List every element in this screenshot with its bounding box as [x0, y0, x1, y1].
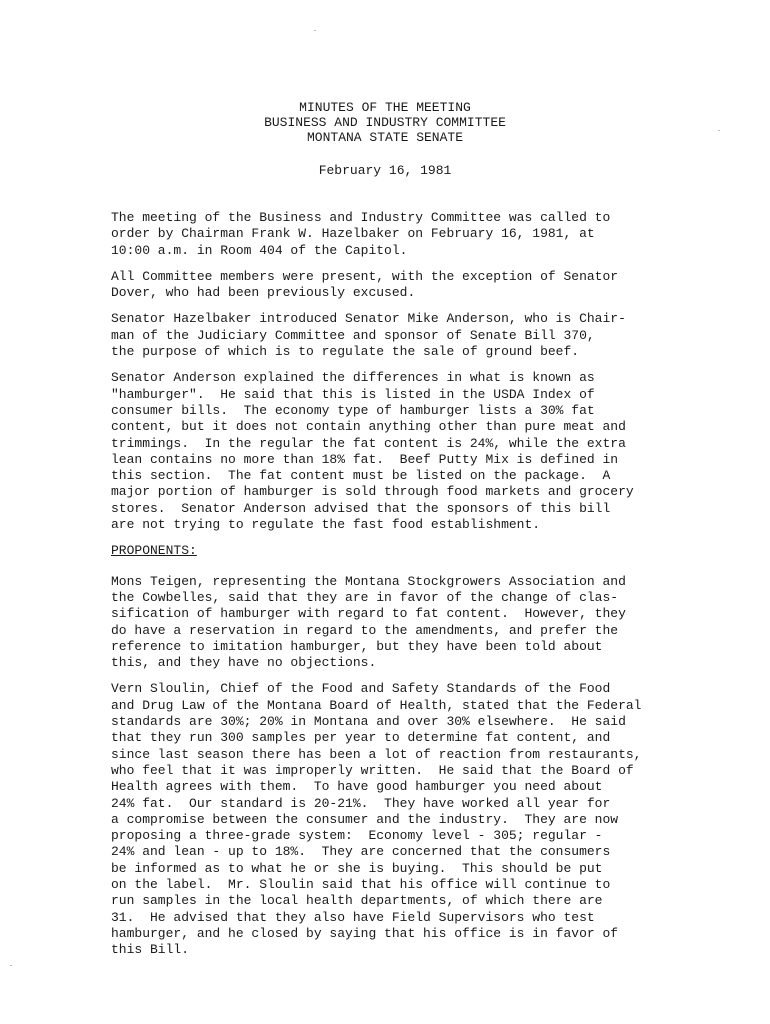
- paragraph-line: content, but it does not contain anything other than pure meat and: [111, 419, 626, 435]
- paragraph-line: that they run 300 samples per year to determine fat content, and: [111, 730, 611, 746]
- paragraph-line: man of the Judiciary Committee and sponsor of Senate Bill 370,: [111, 327, 595, 343]
- header-line: MONTANA STATE SENATE: [306, 130, 464, 145]
- scan-speck: [314, 30, 316, 31]
- paragraph: [111, 370, 761, 533]
- paragraph-line: this section. The fat content must be listed on the package. A: [111, 468, 611, 484]
- paragraph-line: who feel that it was improperly written. He said that the Board of: [111, 762, 634, 778]
- paragraph-line: trimmings. In the regular the fat content is 24%, while the extra: [111, 435, 626, 451]
- paragraph-line: Senator Anderson explained the differences in what is known as: [111, 370, 595, 386]
- paragraph-line: be informed as to what he or she is buying. This should be put: [111, 860, 603, 876]
- paragraph-line: run samples in the local health departments, of which there are: [111, 893, 603, 909]
- paragraph-line: Senator Hazelbaker introduced Senator Mike Anderson, who is Chair-: [111, 311, 626, 327]
- header-line: BUSINESS AND INDUSTRY COMMITTEE: [264, 115, 506, 130]
- paragraph-line: on the label. Mr. Sloulin said that his office will continue to: [111, 876, 611, 892]
- header-line: MINUTES OF THE MEETING: [299, 100, 471, 115]
- paragraph-line: reference to imitation hamburger, but they have been told about: [111, 638, 603, 654]
- paragraph-line: 24% fat. Our standard is 20-21%. They have worked all year for: [111, 795, 611, 811]
- paragraph-line: since last season there has been a lot of reaction from restaurants,: [111, 746, 642, 762]
- paragraph-line: 10:00 a.m. in Room 404 of the Capitol.: [111, 242, 408, 258]
- paragraph-line: "hamburger". He said that this is listed in the USDA Index of: [111, 386, 595, 402]
- meeting-date: February 16, 1981: [318, 163, 452, 178]
- paragraph-line: the purpose of which is to regulate the sale of ground beef.: [111, 344, 580, 360]
- paragraph-line: hamburger, and he closed by saying that his office is in favor of: [111, 925, 619, 941]
- paragraph-line: lean contains no more than 18% fat. Beef Putty Mix is defined in: [111, 451, 619, 467]
- paragraph-line: Mons Teigen, representing the Montana Stockgrowers Association and: [111, 573, 626, 589]
- paragraph-line: The meeting of the Business and Industry Committee was called to: [111, 210, 611, 225]
- document-header: [0, 100, 770, 145]
- paragraph-line: 31. He advised that they also have Field Supervisors who test: [111, 909, 595, 925]
- paragraph-line: sification of hamburger with regard to fat content. However, they: [111, 606, 626, 622]
- paragraph-line: Vern Sloulin, Chief of the Food and Safety Standards of the Food: [111, 681, 611, 697]
- paragraph-line: consumer bills. The economy type of hamburger lists a 30% fat: [111, 402, 595, 418]
- paragraph-line: order by Chairman Frank W. Hazelbaker on February 16, 1981, at: [111, 226, 595, 242]
- paragraph-line: do have a reservation in regard to the amendments, and prefer the: [111, 622, 619, 638]
- section-heading-proponents: PROPONENTS:: [111, 543, 197, 559]
- paragraph-line: Dover, who had been previously excused.: [111, 285, 416, 301]
- paragraph-line: this Bill.: [111, 942, 190, 958]
- paragraph-line: 24% and lean - up to 18%. They are concerned that the consumers: [111, 844, 611, 860]
- paragraph-line: and Drug Law of the Montana Board of Health, stated that the Federal: [111, 697, 642, 713]
- document-body: [111, 210, 761, 968]
- paragraph-line: proposing a three-grade system: Economy level - 305; regular -: [111, 828, 603, 844]
- paragraph-line: are not trying to regulate the fast food establishment.: [111, 517, 541, 533]
- paragraph-line: major portion of hamburger is sold through food markets and grocery: [111, 484, 634, 500]
- paragraph-line: standards are 30%; 20% in Montana and over 30% elsewhere. He said: [111, 714, 626, 730]
- paragraph: [111, 269, 761, 302]
- paragraph-line: the Cowbelles, said that they are in favor of the change of clas-: [111, 589, 619, 605]
- paragraph-line: Health agrees with them. To have good hamburger you need about: [111, 779, 603, 795]
- paragraph: [111, 681, 761, 958]
- scan-speck: [10, 965, 12, 966]
- paragraph-line: this, and they have no objections.: [111, 655, 377, 671]
- paragraph: [111, 574, 761, 672]
- paragraph-line: stores. Senator Anderson advised that the sponsors of this bill: [111, 500, 611, 516]
- paragraph-line: All Committee members were present, with the exception of Senator: [111, 268, 619, 284]
- paragraph-line: a compromise between the consumer and the industry. They are now: [111, 811, 619, 827]
- paragraph: [111, 311, 761, 360]
- paragraph: [111, 210, 761, 259]
